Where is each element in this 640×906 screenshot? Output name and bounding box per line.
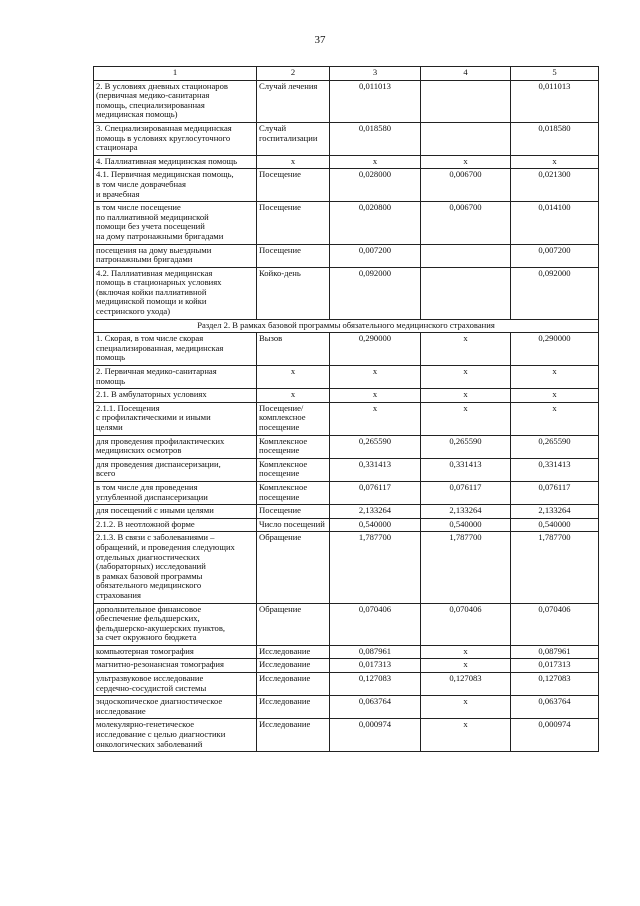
table-row [94,458,599,481]
urban-cell: х [511,402,599,435]
rural-cell: 0,127083 [421,673,511,696]
urban-cell: х [511,366,599,389]
table-row [94,169,599,202]
total-cell: 0,092000 [330,267,421,319]
rural-cell: х [421,389,511,403]
indicator-cell: в том числе для проведения углубленной диспансеризации [94,481,257,504]
urban-cell: 2,133264 [511,505,599,519]
unit-cell: Обращение [257,532,330,603]
column-number: 1 [94,67,257,81]
indicator-cell: 4.1. Первичная медицинская помощь, в том числе доврачебная и врачебная [94,169,257,202]
column-number: 4 [421,67,511,81]
unit-cell: Исследование [257,659,330,673]
rural-cell [421,267,511,319]
rural-cell: 1,787700 [421,532,511,603]
total-cell: 0,007200 [330,244,421,267]
total-cell: 0,540000 [330,518,421,532]
indicator-cell: компьютерная томография [94,645,257,659]
urban-cell: х [511,155,599,169]
indicator-cell: 2.1.2. В неотложной форме [94,518,257,532]
rural-cell: х [421,333,511,366]
rural-cell [421,80,511,122]
total-cell: 0,063764 [330,696,421,719]
urban-cell: 0,011013 [511,80,599,122]
indicator-cell: 4. Паллиативная медицинская помощь [94,155,257,169]
urban-cell: 0,021300 [511,169,599,202]
urban-cell: 0,014100 [511,202,599,244]
table-row [94,333,599,366]
total-cell: 0,028000 [330,169,421,202]
table-row [94,202,599,244]
urban-cell: 0,540000 [511,518,599,532]
unit-cell: Посещение [257,202,330,244]
indicator-cell: 2. В условиях дневных стационаров (первичная медико-санитарная помощь, специализированная медицинская помощь) [94,80,257,122]
rural-cell [421,244,511,267]
total-cell: 0,000974 [330,719,421,752]
rural-cell: х [421,366,511,389]
total-cell: 0,265590 [330,435,421,458]
urban-cell: 0,331413 [511,458,599,481]
unit-cell: Исследование [257,645,330,659]
unit-cell: Посещение [257,169,330,202]
indicator-cell: дополнительное финансовое обеспечение фельдшерских, фельдшерско-акушерских пунктов, за счет окружного бюджета [94,603,257,645]
indicator-cell: ультразвуковое исследование сердечно-сосудистой системы [94,673,257,696]
unit-cell: Исследование [257,719,330,752]
unit-cell: Вызов [257,333,330,366]
table-row [94,80,599,122]
urban-cell: 0,087961 [511,645,599,659]
table-row [94,267,599,319]
total-cell: х [330,389,421,403]
indicator-cell: для проведения диспансеризации, всего [94,458,257,481]
total-cell: х [330,366,421,389]
unit-cell: Число посещений [257,518,330,532]
table-row [94,719,599,752]
norms-table-body [94,67,599,752]
indicator-cell: 2.1. В амбулаторных условиях [94,389,257,403]
total-cell: х [330,402,421,435]
urban-cell: 1,787700 [511,532,599,603]
unit-cell: Комплексное посещение [257,435,330,458]
table-row [94,155,599,169]
section-title: Раздел 2. В рамках базовой программы обязательного медицинского страхования [94,319,599,333]
total-cell: 0,020800 [330,202,421,244]
rural-cell: 0,076117 [421,481,511,504]
unit-cell: Посещение [257,244,330,267]
unit-cell: Исследование [257,673,330,696]
rural-cell: 0,540000 [421,518,511,532]
total-cell: х [330,155,421,169]
table-row [94,645,599,659]
total-cell: 0,087961 [330,645,421,659]
indicator-cell: магнитно-резонансная томография [94,659,257,673]
urban-cell: х [511,389,599,403]
indicator-cell: 1. Скорая, в том числе скорая специализированная, медицинская помощь [94,333,257,366]
rural-cell: 2,133264 [421,505,511,519]
unit-cell: Обращение [257,603,330,645]
table-row [94,402,599,435]
rural-cell: 0,006700 [421,202,511,244]
indicator-cell: молекулярно-генетическое исследование с целью диагностики онкологических заболеваний [94,719,257,752]
unit-cell: Случай лечения [257,80,330,122]
table-row [94,518,599,532]
urban-cell: 0,000974 [511,719,599,752]
total-cell: 0,290000 [330,333,421,366]
rural-cell: х [421,155,511,169]
rural-cell: х [421,719,511,752]
rural-cell: х [421,696,511,719]
rural-cell [421,122,511,155]
urban-cell: 0,007200 [511,244,599,267]
table-row [94,122,599,155]
page-number: 37 [314,34,326,46]
rural-cell: х [421,402,511,435]
indicator-cell: 2.1.1. Посещения с профилактическими и иными целями [94,402,257,435]
indicator-cell: для посещений с иными целями [94,505,257,519]
total-cell: 2,133264 [330,505,421,519]
indicator-cell: 2. Первичная медико-санитарная помощь [94,366,257,389]
table-row [94,696,599,719]
indicator-cell: 4.2. Паллиативная медицинская помощь в стационарных условиях (включая койки паллиативной медицинской помощи и койки сестринского ухода) [94,267,257,319]
table-row [94,366,599,389]
urban-cell: 0,265590 [511,435,599,458]
table-row [94,603,599,645]
total-cell: 0,070406 [330,603,421,645]
table-row [94,659,599,673]
section-row [94,319,599,333]
total-cell: 0,017313 [330,659,421,673]
rural-cell: х [421,659,511,673]
table-row [94,532,599,603]
unit-cell: х [257,155,330,169]
unit-cell: Комплексное посещение [257,458,330,481]
urban-cell: 0,092000 [511,267,599,319]
unit-cell: Комплексное посещение [257,481,330,504]
urban-cell: 0,290000 [511,333,599,366]
rural-cell: 0,006700 [421,169,511,202]
table-row [94,244,599,267]
column-number: 5 [511,67,599,81]
total-cell: 0,331413 [330,458,421,481]
total-cell: 0,127083 [330,673,421,696]
urban-cell: 0,017313 [511,659,599,673]
table-row [94,481,599,504]
unit-cell: Случай госпитализации [257,122,330,155]
unit-cell: Посещение/ комплексное посещение [257,402,330,435]
rural-cell: 0,265590 [421,435,511,458]
unit-cell: Посещение [257,505,330,519]
urban-cell: 0,018580 [511,122,599,155]
unit-cell: х [257,366,330,389]
rural-cell: 0,070406 [421,603,511,645]
urban-cell: 0,127083 [511,673,599,696]
indicator-cell: посещения на дому выездными патронажными бригадами [94,244,257,267]
total-cell: 0,076117 [330,481,421,504]
total-cell: 0,011013 [330,80,421,122]
table-row [94,389,599,403]
indicator-cell: 3. Специализированная медицинская помощь в условиях круглосуточного стационара [94,122,257,155]
rural-cell: х [421,645,511,659]
total-cell: 0,018580 [330,122,421,155]
urban-cell: 0,070406 [511,603,599,645]
total-cell: 1,787700 [330,532,421,603]
column-number: 3 [330,67,421,81]
indicator-cell: в том числе посещение по паллиативной медицинской помощи без учета посещений на дому патронажными бригадами [94,202,257,244]
table-row [94,673,599,696]
unit-cell: Исследование [257,696,330,719]
rural-cell: 0,331413 [421,458,511,481]
table-row [94,435,599,458]
urban-cell: 0,063764 [511,696,599,719]
norms-table [93,66,599,752]
indicator-cell: для проведения профилактических медицинских осмотров [94,435,257,458]
column-number: 2 [257,67,330,81]
unit-cell: Койко-день [257,267,330,319]
indicator-cell: 2.1.3. В связи с заболеваниями – обращений, и проведения следующих отдельных диагностических (лабораторных) исследований в рамках базовой программы обязательного медицинского страхования [94,532,257,603]
table-row [94,505,599,519]
header-row [94,67,599,81]
urban-cell: 0,076117 [511,481,599,504]
indicator-cell: эндоскопическое диагностическое исследование [94,696,257,719]
unit-cell: х [257,389,330,403]
